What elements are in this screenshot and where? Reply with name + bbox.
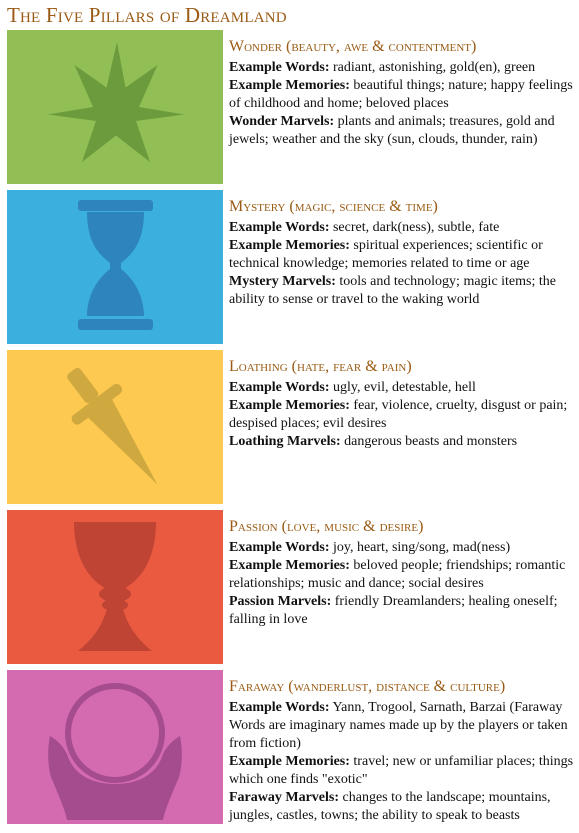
marvels — [229, 113, 575, 149]
line-label: Example Memories: — [229, 238, 350, 253]
pillar-swatch — [7, 190, 223, 344]
line-label: Example Memories: — [229, 558, 350, 573]
line-text: beloved people; friendships; romantic relationships; music and dance; social desires — [229, 558, 566, 591]
example-words — [229, 539, 575, 557]
pillar-swatch — [7, 30, 223, 184]
page-title: The Five Pillars of Dreamland — [7, 3, 287, 27]
line-label: Example Memories: — [229, 398, 350, 413]
line-label: Wonder Marvels: — [229, 114, 335, 129]
line-text: ugly, evil, detestable, hell — [329, 380, 476, 395]
pillar-text — [229, 517, 575, 629]
line-text: changes to the landscape; mountains, jungles, castles, towns; the ability to speak to beasts — [229, 790, 551, 823]
line-text: friendly Dreamlanders; healing oneself; falling in love — [229, 594, 558, 627]
pillar-faraway — [7, 670, 575, 824]
line-text: radiant, astonishing, gold(en), green — [329, 60, 536, 75]
pillar-heading: Mystery (magic, science & time) — [229, 198, 438, 215]
marvels — [229, 593, 575, 629]
line-text: fear, violence, cruelty, disgust or pain; despised places; evil desires — [229, 398, 568, 431]
line-text: Yann, Trogool, Sarnath, Barzai (Faraway Words are imaginary names made up by the players or taken from fiction) — [229, 700, 568, 751]
pillar-loathing — [7, 350, 575, 504]
chalice-icon — [7, 510, 223, 664]
example-memories — [229, 753, 575, 789]
pillar-swatch — [7, 350, 223, 504]
pillar-text — [229, 37, 575, 149]
crystal-ball-icon — [7, 670, 223, 824]
line-label: Loathing Marvels: — [229, 434, 341, 449]
line-label: Example Words: — [229, 700, 330, 715]
line-label: Faraway Marvels: — [229, 790, 340, 805]
hourglass-icon — [7, 190, 223, 344]
pillar-swatch — [7, 510, 223, 664]
pillar-heading: Wonder (beauty, awe & contentment) — [229, 38, 477, 55]
line-label: Example Words: — [229, 220, 330, 235]
marvels — [229, 433, 575, 451]
line-label: Passion Marvels: — [229, 594, 332, 609]
line-text: secret, dark(ness), subtle, fate — [329, 220, 500, 235]
pillar-mystery — [7, 190, 575, 344]
line-label: Example Memories: — [229, 754, 350, 769]
marvels — [229, 273, 575, 309]
line-label: Example Words: — [229, 540, 330, 555]
line-text: spiritual experiences; scientific or technical knowledge; memories related to time or age — [229, 238, 543, 271]
line-label: Example Words: — [229, 60, 330, 75]
line-text: dangerous beasts and monsters — [340, 434, 518, 449]
example-memories — [229, 557, 575, 593]
pillar-heading: Faraway (wanderlust, distance & culture) — [229, 678, 506, 695]
example-memories — [229, 397, 575, 433]
pillar-text — [229, 677, 575, 825]
line-label: Mystery Marvels: — [229, 274, 336, 289]
line-label: Example Words: — [229, 380, 330, 395]
example-memories — [229, 77, 575, 113]
line-text: tools and technology; magic items; the ability to sense or travel to the waking world — [229, 274, 556, 307]
example-memories — [229, 237, 575, 273]
pillar-text — [229, 357, 575, 451]
line-text: beautiful things; nature; happy feelings of childhood and home; beloved places — [229, 78, 573, 111]
pillar-passion — [7, 510, 575, 664]
example-words — [229, 699, 575, 753]
pillar-text — [229, 197, 575, 309]
pillar-wonder — [7, 30, 575, 184]
line-label: Example Memories: — [229, 78, 350, 93]
star-icon — [7, 30, 223, 184]
marvels — [229, 789, 575, 825]
line-text: plants and animals; treasures, gold and jewels; weather and the sky (sun, clouds, thunder, rain) — [229, 114, 555, 147]
pillar-swatch — [7, 670, 223, 824]
pillar-heading: Loathing (hate, fear & pain) — [229, 358, 412, 375]
example-words — [229, 59, 575, 77]
example-words — [229, 379, 575, 397]
pillar-heading: Passion (love, music & desire) — [229, 518, 424, 535]
dagger-icon — [7, 350, 223, 504]
line-text: travel; new or unfamiliar places; things which one finds "exotic" — [229, 754, 574, 787]
line-text: joy, heart, sing/song, mad(ness) — [329, 540, 511, 555]
example-words — [229, 219, 575, 237]
